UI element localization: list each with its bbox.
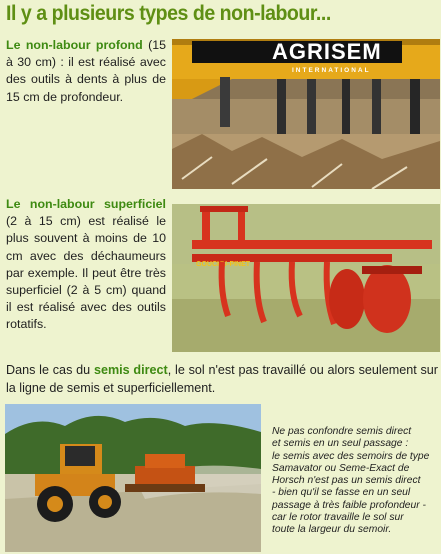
direct-seeding-heading: semis direct xyxy=(93,363,168,377)
page-title: Il y a plusieurs types de non-labour... xyxy=(6,2,331,25)
paragraph-deep-tillage xyxy=(6,37,166,106)
deep-tillage-illustration xyxy=(172,39,440,189)
note-line: - bien qu'il se fasse en un seul xyxy=(272,487,411,499)
note-line: toute la largeur du semoir. xyxy=(272,524,392,536)
photo-shallow-tillage-tool xyxy=(172,204,440,352)
machine-label: GOUCHU-PINET xyxy=(196,261,251,268)
note-line: Horsch n'est pas un semis direct xyxy=(272,475,421,487)
shallow-tillage-text: (2 à 15 cm) est réalisé le plus souvent à moins de 10 cm avec des déchaumeurs par exemple. Il peut être très superficiel (2 à 5 cm) quand il est réalisé avec des outils rotatifs. xyxy=(6,214,166,332)
deep-tillage-text: (15 à 30 cm) : il est réalisé avec des outils à dents à plus de 15 cm de profondeur. xyxy=(6,38,166,104)
note-line: car le rotor travaille le sol sur xyxy=(272,512,404,524)
note-line: et semis en un seul passage : xyxy=(272,438,409,450)
brand-label: AGRISEM xyxy=(272,39,382,64)
deep-tillage-heading: Le non-labour profond xyxy=(6,38,143,52)
direct-seeding-text: , le sol n'est pas travaillé ou alors seulement sur la ligne de semis et superficiellement. xyxy=(6,363,438,395)
paragraph-shallow-tillage xyxy=(6,196,166,334)
note-line: le semis avec des semoirs de type xyxy=(272,450,430,462)
shallow-tillage-illustration xyxy=(172,204,440,352)
direct-seeding-prefix: Dans le cas du xyxy=(6,363,94,377)
paragraph-direct-seeding xyxy=(6,361,438,397)
direct-seeding-illustration xyxy=(5,404,261,552)
shallow-tillage-heading: Le non-labour superficiel xyxy=(6,197,166,211)
note-line: passage à très faible profondeur - xyxy=(272,499,426,511)
note-line: Ne pas confondre semis direct xyxy=(272,426,412,437)
note-line: Samavator ou Seme-Exact de xyxy=(272,462,410,474)
photo-deep-tillage-tool xyxy=(172,39,440,189)
photo-direct-seeding xyxy=(5,404,261,552)
direct-seeding-note xyxy=(272,426,438,537)
brand-sublabel: INTERNATIONAL xyxy=(292,67,371,74)
